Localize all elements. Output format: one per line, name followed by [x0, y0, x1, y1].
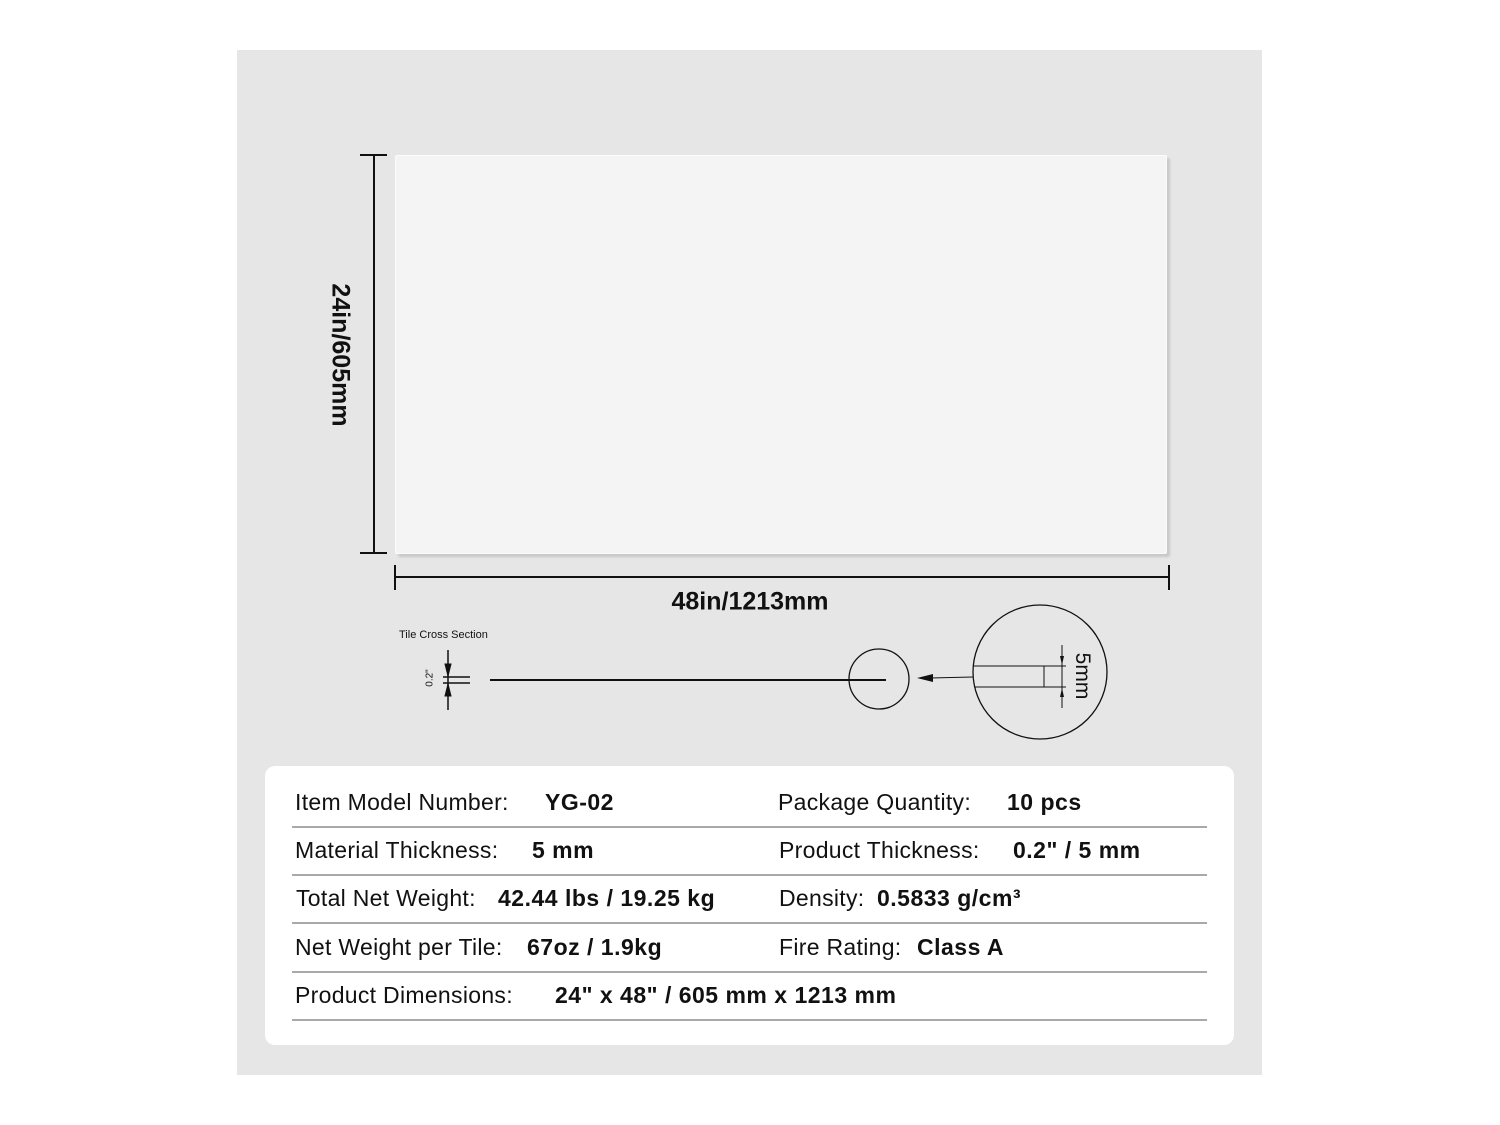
spec-label: Density:	[779, 885, 865, 911]
thickness-marker	[443, 650, 470, 710]
detail-section	[973, 645, 1066, 708]
spec-value: 0.5833 g/cm³	[877, 885, 1022, 911]
spec-label: Item Model Number:	[295, 789, 509, 815]
cross-section-title: Tile Cross Section	[399, 629, 488, 641]
spec-value: YG-02	[545, 789, 614, 815]
spec-label: Fire Rating:	[779, 934, 902, 960]
spec-value: 42.44 lbs / 19.25 kg	[498, 885, 716, 911]
height-label: 24in/605mm	[326, 283, 355, 427]
spec-label: Product Thickness:	[779, 837, 980, 863]
width-label: 48in/1213mm	[671, 587, 829, 616]
arrow-left-icon	[917, 674, 933, 682]
spec-label: Material Thickness:	[295, 837, 499, 863]
cross-section-thickness-label: 0.2"	[424, 669, 436, 687]
spec-value: 0.2" / 5 mm	[1013, 837, 1141, 863]
spec-label: Product Dimensions:	[295, 982, 513, 1008]
spec-row	[292, 778, 1207, 828]
width-dimension-line	[395, 565, 1169, 590]
spec-row	[292, 923, 1207, 973]
spec-label: Net Weight per Tile:	[295, 934, 503, 960]
spec-value: 67oz / 1.9kg	[527, 934, 663, 960]
spec-row	[292, 874, 1207, 924]
spec-row	[292, 826, 1207, 876]
spec-value: 24" x 48" / 605 mm x 1213 mm	[555, 982, 897, 1008]
spec-row	[292, 971, 1207, 1021]
spec-table	[265, 766, 1234, 1045]
spec-value: Class A	[917, 934, 1005, 960]
detail-thickness-label: 5mm	[1071, 652, 1094, 700]
spec-value: 5 mm	[532, 837, 595, 863]
height-dimension-line	[360, 155, 387, 553]
spec-value: 10 pcs	[1007, 789, 1082, 815]
spec-label: Package Quantity:	[778, 789, 972, 815]
spec-label: Total Net Weight:	[296, 885, 476, 911]
